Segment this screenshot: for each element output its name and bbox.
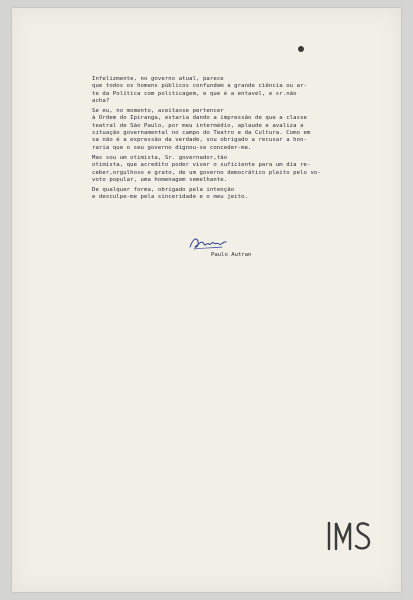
text-line: te da Política com politicagem, e que é a entavel, e sr.não — [92, 90, 297, 97]
paragraph-4 — [92, 187, 378, 202]
text-line: teatral de São Paulo, por meu intermédio, aplaude e avaliza a — [92, 122, 304, 129]
punch-hole — [298, 46, 304, 52]
handwritten-signature — [188, 235, 228, 251]
document-page — [12, 8, 401, 592]
ims-logo — [325, 519, 373, 553]
signature-name: Paulo Autran — [211, 252, 252, 258]
text-line: voto popular, uma homenagem semelhante. — [92, 176, 228, 183]
text-line: e desculpe-me pela sinceridade e o meu jeito. — [92, 194, 249, 201]
paragraph-3 — [92, 155, 378, 184]
text-line: situação governamental no campo do Teatro e da Cultura. Como em — [92, 130, 311, 137]
text-line: à Ordem do Ipiranga, estaria dando a impressão de que a classe — [92, 115, 307, 122]
text-line: De qualquer forma, obrigado pela intenção — [92, 187, 235, 194]
text-line: sa não é a expressão da verdade, sou obrigado a recusar a hon- — [92, 137, 307, 144]
text-line: Mas sou um otimista, Sr. governador,tão — [92, 154, 228, 161]
paragraph-1 — [92, 76, 378, 105]
paragraph-2 — [92, 108, 378, 152]
letter-body — [92, 76, 378, 205]
text-line: ceber,orgulhoso e grato, de um governo democrático pleito pelo vo- — [92, 169, 321, 176]
text-line: otimista, que acredito poder viver o suficiente para um dia re- — [92, 162, 311, 169]
text-line: Infelizmente, no governo atual, parece — [92, 76, 224, 82]
text-line: Se eu, no momento, aceitasse pertencer — [92, 108, 224, 115]
text-line: raria que o seu governo dignou-se conceder-me. — [92, 144, 252, 151]
text-line: acha? — [92, 97, 110, 104]
text-line: que todos os homens públicos confundem a grande ciência ou ar- — [92, 83, 307, 90]
